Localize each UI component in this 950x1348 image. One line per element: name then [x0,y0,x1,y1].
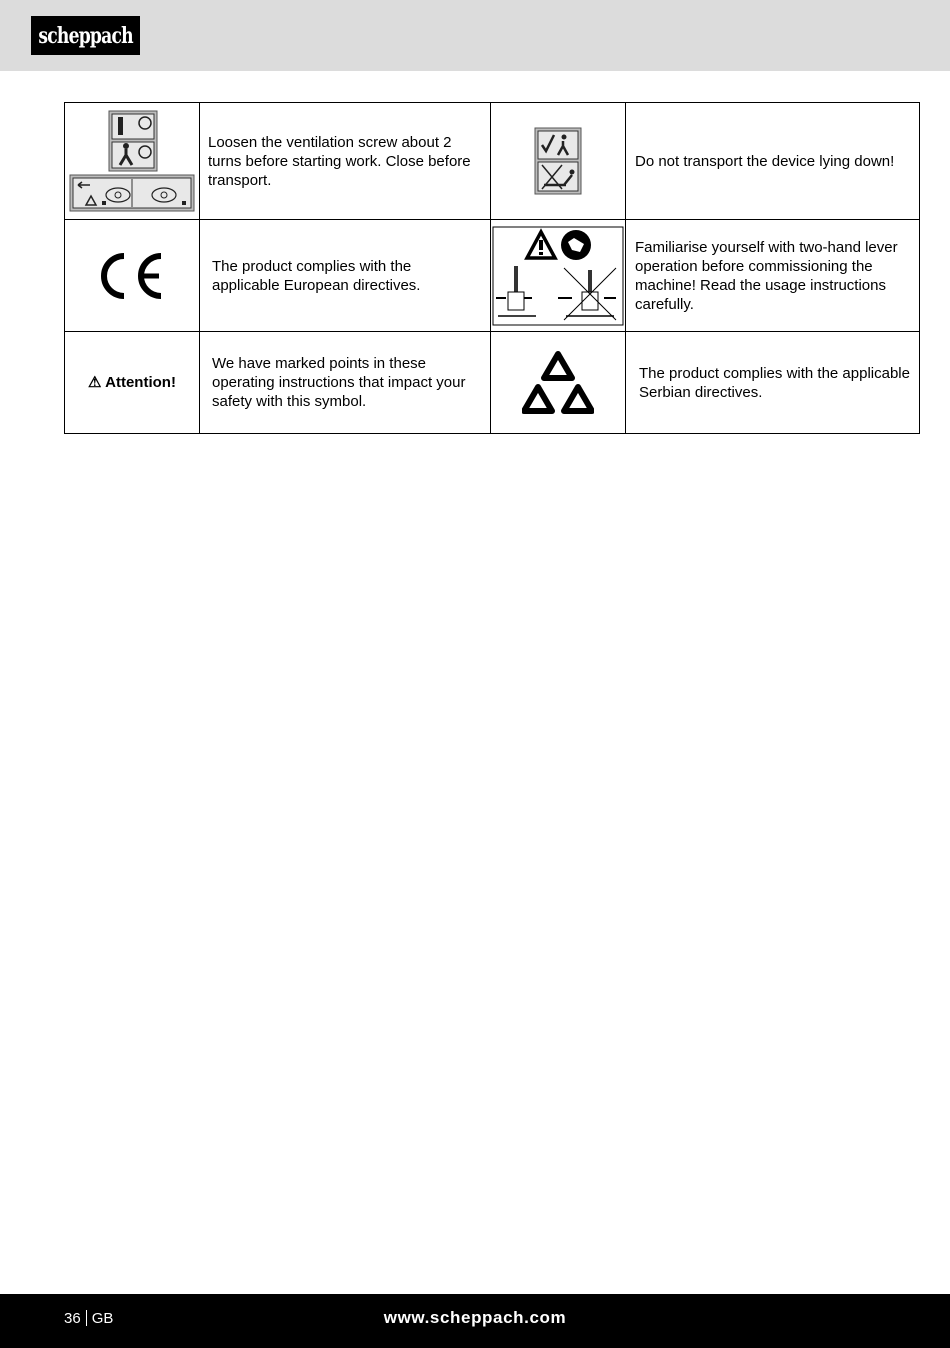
no-lying-transport-icon [534,127,582,195]
symbols-table [64,102,920,434]
ce-mark-icon [99,252,165,300]
serbian-mark-text: The product complies with the applicable Serbian directives. [626,332,920,434]
page-header [0,0,950,71]
ventilation-screw-cell [65,103,200,220]
transport-cell [491,103,626,220]
ventilation-screw-icon [68,109,196,213]
language-code: GB [91,1310,114,1327]
ce-mark-text: The product complies with the applicable European directives. [200,220,491,332]
ce-mark-cell [65,220,200,332]
two-hand-operation-icon [492,226,624,326]
attention-text: We have marked points in these operating instructions that impact your safety with this symbol. [200,332,491,434]
table-row [65,220,920,332]
two-hand-cell [491,220,626,332]
table-row [65,332,920,434]
brand-logo: scheppach [31,16,140,55]
website-link[interactable]: www.scheppach.com [383,1308,567,1327]
warning-triangle-icon: ⚠ [88,374,102,391]
attention-label: ⚠ Attention! [88,374,176,391]
attention-cell [65,332,200,434]
page-footer [0,1294,950,1348]
table-row [65,103,920,220]
serbian-conformity-icon [522,351,594,415]
ventilation-screw-text: Loosen the ventilation screw about 2 turns before starting work. Close before transport. [200,103,491,220]
transport-text: Do not transport the device lying down! [626,103,920,220]
two-hand-text: Familiarise yourself with two-hand lever operation before commissioning the machine! Read the usage instructions carefully. [626,220,920,332]
page-number: 36 GB [64,1310,114,1327]
serbian-mark-cell [491,332,626,434]
